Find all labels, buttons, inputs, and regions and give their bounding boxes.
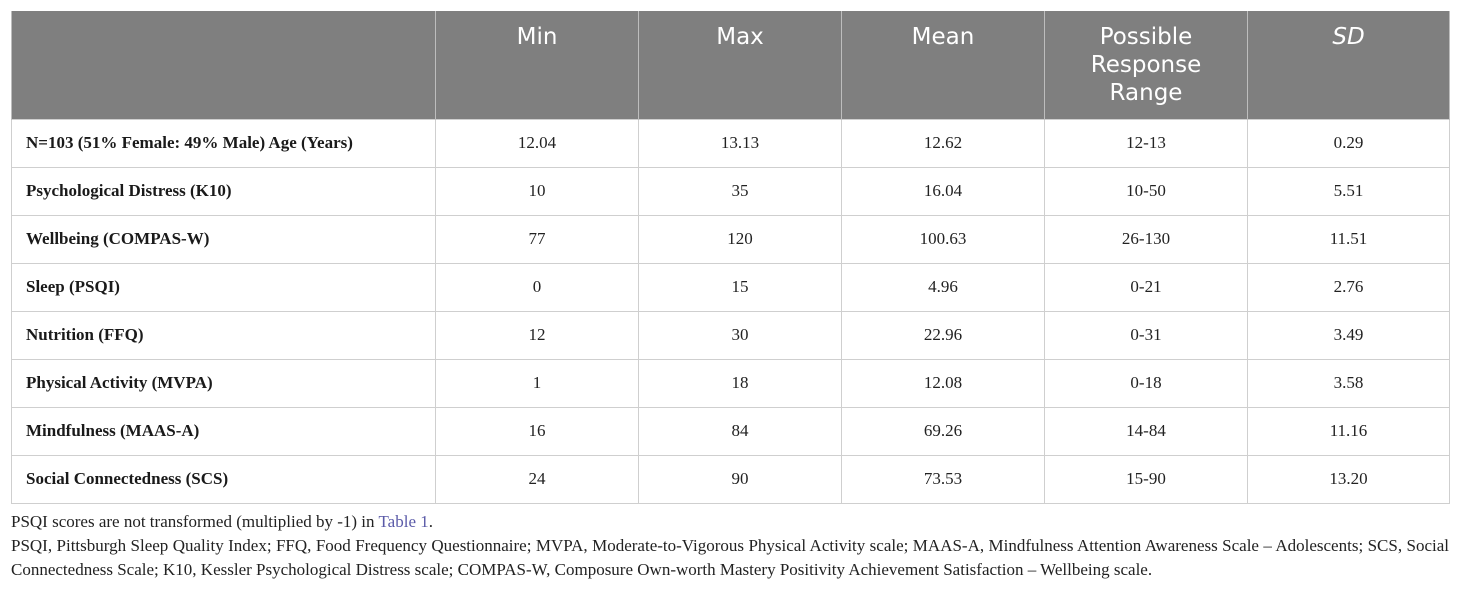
footnote-psqi-text: PSQI scores are not transformed (multiplied by -1) in — [11, 512, 379, 531]
row-label: Social Connectedness (SCS) — [12, 455, 436, 503]
table-row — [12, 215, 1450, 263]
footnote-abbreviations: PSQI, Pittsburgh Sleep Quality Index; FFQ, Food Frequency Questionnaire; MVPA, Moderate-to-Vigorous Physical Activity scale; MAAS-A, Mindfulness Attention Awareness Scale – Adolescents; SCS, Social Connectedness Scale; K10, Kessler Psychological Distress scale; COMPAS-W, Composure Own-worth Mastery Positivity Achievement Satisfaction – Wellbeing scale. — [11, 536, 1449, 579]
cell-sd: 11.16 — [1248, 407, 1450, 455]
cell-range: 0-31 — [1045, 311, 1248, 359]
cell-range: 14-84 — [1045, 407, 1248, 455]
cell-range: 10-50 — [1045, 167, 1248, 215]
cell-range: 12-13 — [1045, 119, 1248, 167]
table-row — [12, 455, 1450, 503]
descriptive-statistics-table — [11, 11, 1450, 504]
cell-sd: 3.58 — [1248, 359, 1450, 407]
cell-mean: 69.26 — [842, 407, 1045, 455]
footnote-psqi — [11, 510, 1449, 534]
row-label: Psychological Distress (K10) — [12, 167, 436, 215]
table-1-link[interactable]: Table 1 — [378, 512, 429, 531]
table-header-row — [12, 11, 1450, 119]
cell-min: 1 — [436, 359, 639, 407]
cell-min: 12 — [436, 311, 639, 359]
row-label: N=103 (51% Female: 49% Male) Age (Years) — [12, 119, 436, 167]
cell-max: 15 — [639, 263, 842, 311]
cell-max: 120 — [639, 215, 842, 263]
cell-sd: 5.51 — [1248, 167, 1450, 215]
cell-range: 15-90 — [1045, 455, 1248, 503]
table-row — [12, 167, 1450, 215]
table-row — [12, 407, 1450, 455]
cell-mean: 73.53 — [842, 455, 1045, 503]
cell-sd: 0.29 — [1248, 119, 1450, 167]
cell-max: 84 — [639, 407, 842, 455]
header-response-range: Possible Response Range — [1045, 11, 1248, 119]
header-empty — [12, 11, 436, 119]
row-label: Nutrition (FFQ) — [12, 311, 436, 359]
cell-mean: 22.96 — [842, 311, 1045, 359]
cell-mean: 16.04 — [842, 167, 1045, 215]
header-sd: SD — [1248, 11, 1450, 119]
header-min: Min — [436, 11, 639, 119]
cell-mean: 100.63 — [842, 215, 1045, 263]
cell-max: 18 — [639, 359, 842, 407]
table-row — [12, 359, 1450, 407]
table-row — [12, 311, 1450, 359]
cell-range: 26-130 — [1045, 215, 1248, 263]
row-label: Wellbeing (COMPAS-W) — [12, 215, 436, 263]
header-max: Max — [639, 11, 842, 119]
row-label: Mindfulness (MAAS-A) — [12, 407, 436, 455]
cell-sd: 2.76 — [1248, 263, 1450, 311]
cell-min: 24 — [436, 455, 639, 503]
cell-min: 0 — [436, 263, 639, 311]
table-row — [12, 263, 1450, 311]
cell-min: 77 — [436, 215, 639, 263]
cell-min: 12.04 — [436, 119, 639, 167]
cell-sd: 11.51 — [1248, 215, 1450, 263]
cell-min: 16 — [436, 407, 639, 455]
table-row — [12, 119, 1450, 167]
cell-max: 13.13 — [639, 119, 842, 167]
cell-sd: 13.20 — [1248, 455, 1450, 503]
cell-max: 90 — [639, 455, 842, 503]
cell-mean: 12.62 — [842, 119, 1045, 167]
cell-mean: 4.96 — [842, 263, 1045, 311]
cell-min: 10 — [436, 167, 639, 215]
cell-sd: 3.49 — [1248, 311, 1450, 359]
cell-range: 0-18 — [1045, 359, 1248, 407]
footnote-psqi-end: . — [428, 512, 433, 531]
descriptive-statistics-table-container — [11, 11, 1449, 504]
table-footnotes — [11, 510, 1449, 582]
cell-max: 35 — [639, 167, 842, 215]
cell-mean: 12.08 — [842, 359, 1045, 407]
cell-max: 30 — [639, 311, 842, 359]
row-label: Sleep (PSQI) — [12, 263, 436, 311]
row-label: Physical Activity (MVPA) — [12, 359, 436, 407]
header-mean: Mean — [842, 11, 1045, 119]
cell-range: 0-21 — [1045, 263, 1248, 311]
